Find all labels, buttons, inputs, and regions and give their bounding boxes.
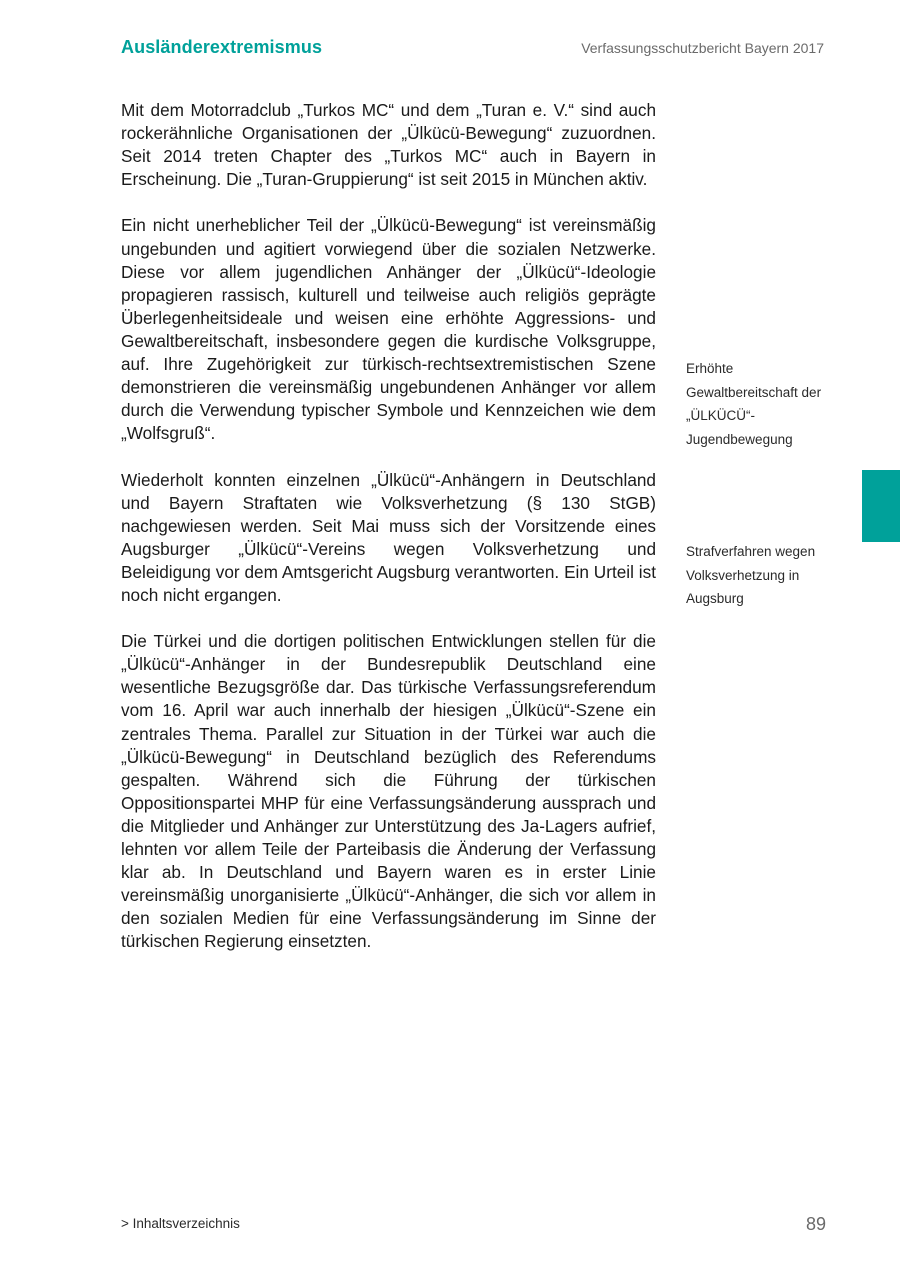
table-of-contents-link[interactable]: > Inhaltsverzeichnis: [121, 1216, 240, 1231]
main-text-column: [121, 99, 656, 977]
paragraph: Wiederholt konnten einzelnen „Ülkücü“-Anhängern in Deutschland und Bayern Straftaten wie Volksverhetzung (§ 130 StGB) nachgewiesen werden. Seit Mai muss sich der Vorsitzende eines Augsburger „Ülkücü“-Vereins wegen Volksverhetzung und Beleidigung vor dem Amtsgericht Augsburg verantworten. Ein Urteil ist noch nicht ergangen.: [121, 469, 656, 605]
paragraph: Mit dem Motorradclub „Turkos MC“ und dem „Turan e. V.“ sind auch rockerähnliche Organisationen der „Ülkücü-Bewegung“ zuzuordnen. Seit 2014 treten Chapter des „Turkos MC“ auch in Bayern in Erscheinung. Die „Turan-Gruppierung“ ist seit 2015 in München aktiv.: [121, 100, 656, 190]
paragraph: Die Türkei und die dortigen politischen Entwicklungen stellen für die „Ülkücü“-Anhänger in der Bundesrepublik Deutschland eine wesentliche Bezugsgröße dar. Das türkische Verfassungsreferendum vom 16. April war auch innerhalb der hiesigen „Ülkücü“-Szene ein zentrales Thema. Parallel zur Situation in der Türkei war auch die „Ülkücü-Bewegung“ in Deutschland bezüglich des Referendums gespalten. Während sich die Führung der türkischen Oppositionspartei MHP für eine Verfassungsänderung aussprach und die Mitglieder und Anhänger zur Unterstützung des Ja-Lagers aufrief, lehnten vor allem Teile der Parteibasis die Änderung der Verfassung klar ab. In Deutschland und Bayern waren es in erster Linie vereinsmäßig unorganisierte „Ülkücü“-Anhänger, die sich vor allem in den sozialen Medien für eine Verfassungsänderung im Sinne der türkischen Regierung einsetzten.: [121, 631, 656, 952]
margin-note: Strafverfahren wegen Volksverhetzung in Augsburg: [686, 544, 816, 606]
running-header: Verfassungsschutzbericht Bayern 2017: [581, 40, 824, 56]
paragraph: Ein nicht unerheblicher Teil der „Ülkücü-Bewegung“ ist vereinsmäßig ungebunden und agitiert vorwiegend über die sozialen Netzwerke. Diese vor allem jugendlichen Anhänger der „Ülkücü“-Ideologie propagieren rassisch, kulturell und teilweise auch religiös geprägte Überlegenheitsideale und weisen eine erhöhte Aggressions- und Gewaltbereitschaft, insbesondere gegen die kurdische Volksgruppe, auf. Ihre Zugehörigkeit zur türkisch-rechtsextremistischen Szene demonstrieren die vereinsmäßig ungebundenen Anhänger vor allem durch die Verwendung typischer Symbole und Kennzeichen wie dem „Wolfsgruß“.: [121, 215, 656, 444]
section-title: Ausländerextremismus: [121, 37, 323, 57]
page-number: 89: [805, 1214, 826, 1234]
margin-note: Erhöhte Gewaltbereitschaft der „ÜLKÜCÜ“-Jugendbewegung: [686, 361, 822, 447]
chapter-tab-marker: [862, 470, 900, 542]
